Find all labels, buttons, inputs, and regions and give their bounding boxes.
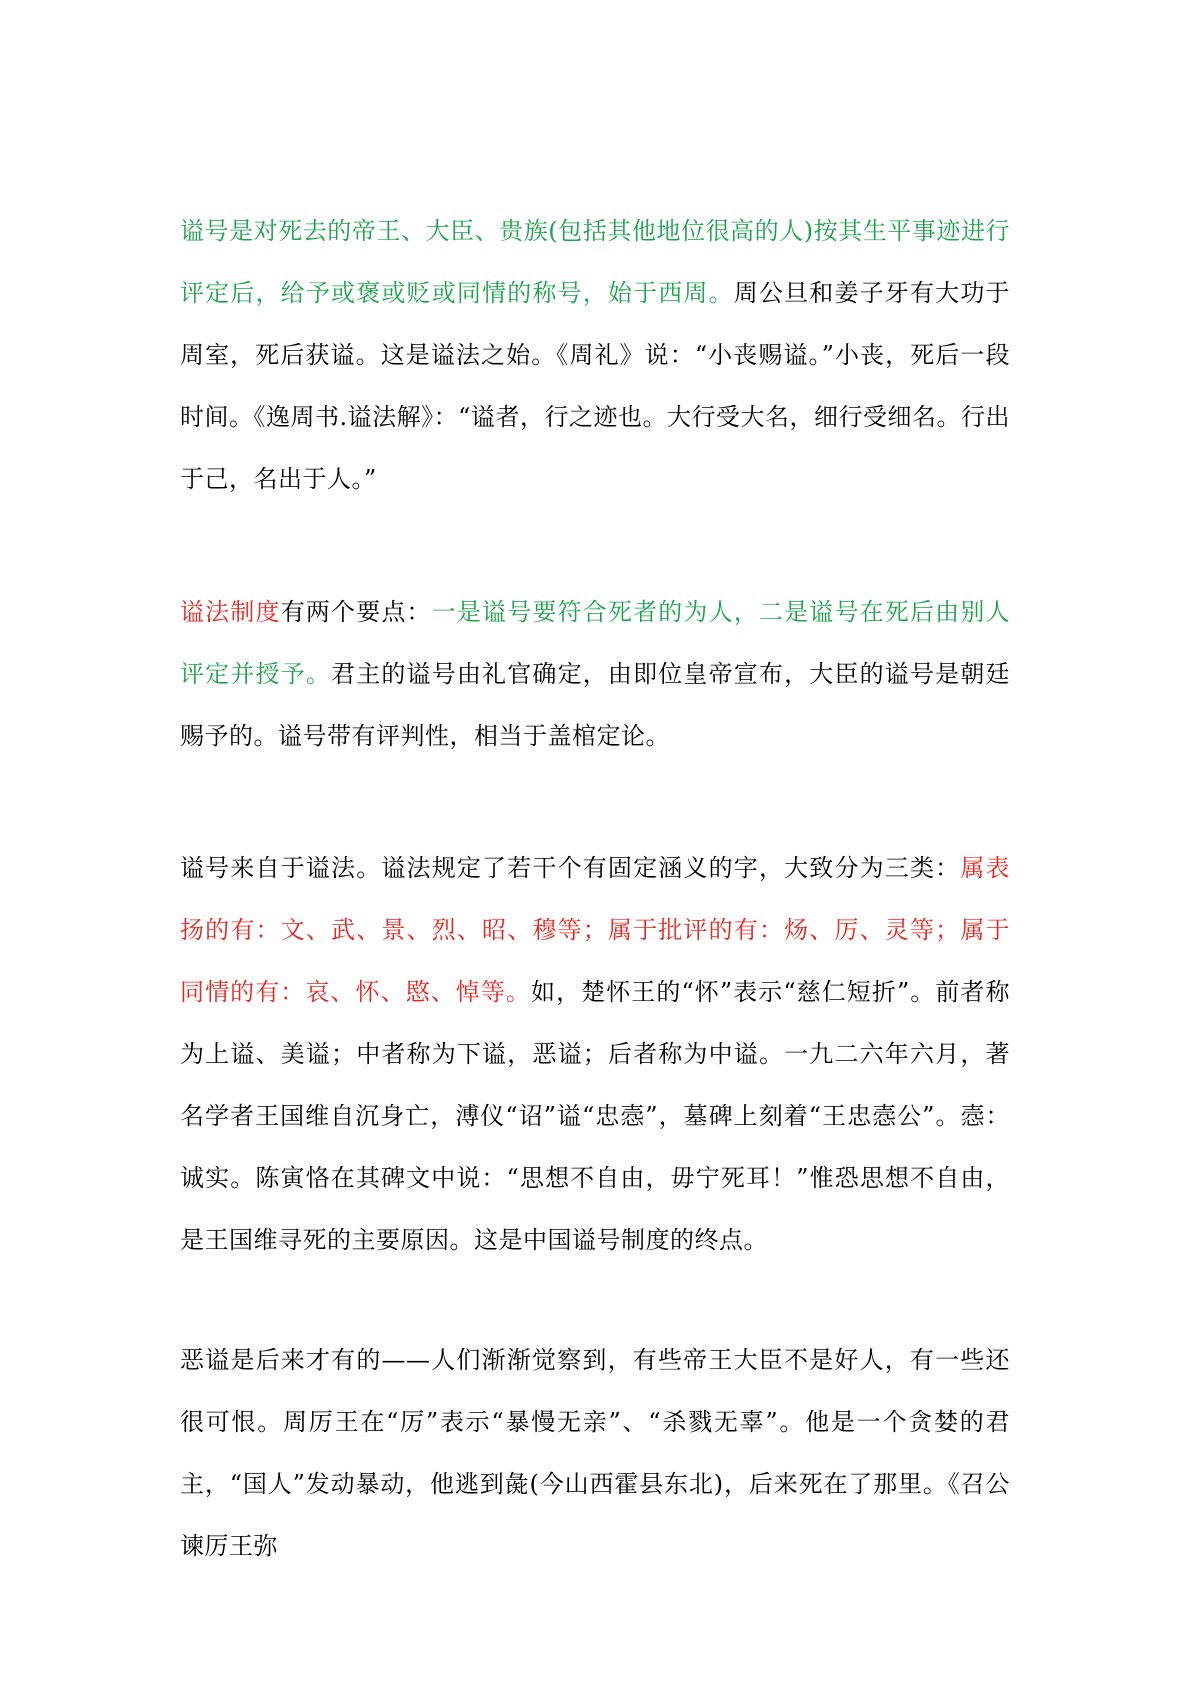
text-run: 恶谥是后来才有的——人们渐渐觉察到，有些帝王大臣不是好人，有一些还很可恨。周厉王在“厉”表示“暴慢无亲”、“杀戮无辜”。他是一个贪婪的君主，“国人”发动暴动，他逃到彘(今山西霍县东北)，后来死在了那里。《召公谏厉王弥 (180, 1346, 1010, 1560)
paragraph-bad-posthumous-names (180, 1329, 1010, 1577)
text-run: 周公旦和姜子牙有大功于周室，死后获谥。这是谥法之始。《周礼》说：“小丧赐谥。”小丧，死后一段时间。《逸周书.谥法解》：“谥者，行之迹也。大行受大名，细行受细名。行出于己，名出于人。” (180, 279, 1010, 493)
text-run: 谥号来自于谥法。谥法规定了若干个有固定涵义的字，大致分为三类： (180, 854, 961, 882)
paragraph-definition (180, 200, 1010, 510)
paragraph-system (180, 581, 1010, 767)
text-run: 谥号是对死去的帝王、大臣、贵族(包括其他地位很高的人)按其生平事迹进行评定后，给予或褒或贬或同情的称号，始于西周。 (180, 217, 1010, 307)
text-run: 如，楚怀王的“怀”表示“慈仁短折”。前者称为上谥、美谥；中者称为下谥，恶谥；后者称为中谥。一九二六年六月，著名学者王国维自沉身亡，溥仪“诏”谥“忠悫”，墓碑上刻着“王忠悫公”。悫：诚实。陈寅恪在其碑文中说：“思想不自由，毋宁死耳！”惟恐思想不自由，是王国维寻死的主要原因。这是中国谥号制度的终点。 (180, 978, 1011, 1254)
text-run: 谥法制度 (180, 598, 281, 626)
text-run: 一是谥号要符合死者的为人，二是谥号在死后由别人评定并授予。 (180, 598, 1010, 688)
text-run: 君主的谥号由礼官确定，由即位皇帝宣布，大臣的谥号是朝廷赐予的。谥号带有评判性，相当于盖棺定论。 (180, 660, 1010, 750)
text-run: 属表扬的有：文、武、景、烈、昭、穆等；属于批评的有：炀、厉、灵等；属于同情的有：哀、怀、愍、悼等。 (180, 854, 1010, 1006)
paragraph-categories (180, 837, 1010, 1271)
text-run: 有两个要点： (280, 598, 432, 626)
